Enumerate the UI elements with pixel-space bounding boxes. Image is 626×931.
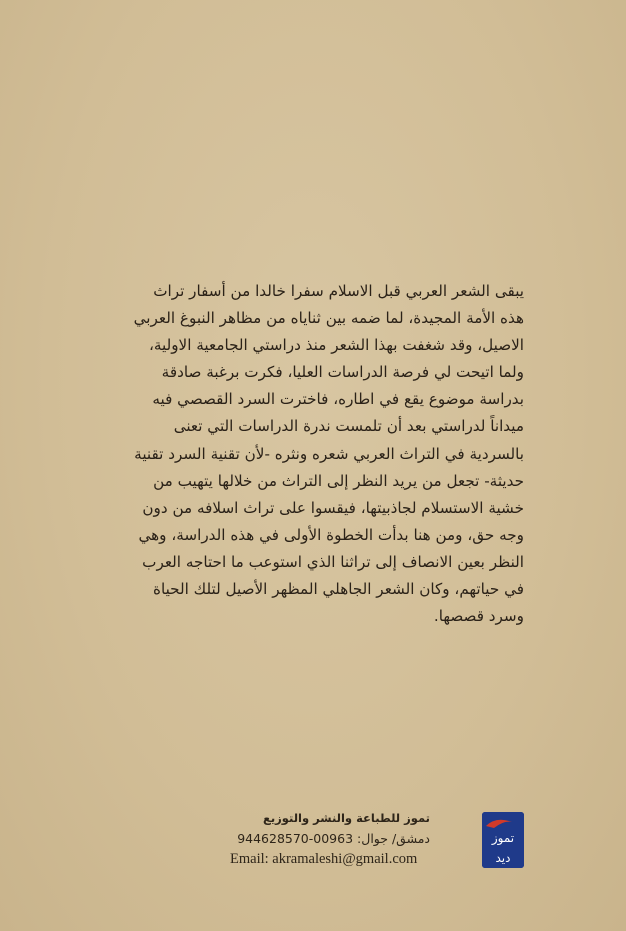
blurb-line: يبقى الشعر العربي قبل الاسلام سفرا خالدا من أسفار تراث <box>153 282 524 300</box>
logo-text-bottom: ديد <box>495 851 511 865</box>
publisher-email: Email: akramaleshi@gmail.com <box>230 851 418 867</box>
publisher-name: تموز للطباعة والنشر والتوزيع <box>263 811 430 825</box>
blurb-text <box>100 278 524 630</box>
blurb-line: ولما اتيحت لي فرصة الدراسات العليا، فكرت برغبة صادقة <box>161 363 524 382</box>
blurb-line: النظر بعين الانصاف إلى تراثنا الذي استوعب ما احتاجه العرب <box>142 552 524 571</box>
logo-text-top: تموز <box>491 831 515 845</box>
blurb-line: في حياتهم، وكان الشعر الجاهلي المظهر الأصيل لتلك الحياة <box>153 580 524 599</box>
blurb-line: حديثة- تجعل من يريد النظر إلى التراث من خلالها يتهيب من <box>153 471 524 490</box>
blurb-line: وسرد قصصها. <box>433 607 524 626</box>
blurb-line: خشية الاستسلام لجاذبيتها، فيقسوا على تراث اسلافه من دون <box>142 498 524 517</box>
blurb-line: بالسردية في التراث العربي شعره ونثره -لأن تقنية السرد تقنية <box>134 444 524 463</box>
blurb-line: هذه الأمة المجيدة، لما ضمه بين ثناياه من مظاهر النبوغ العربي <box>133 309 524 328</box>
blurb-line: الاصيل، وقد شغفت بهذا الشعر منذ دراستي الجامعية الاولية، <box>148 336 524 355</box>
blurb-line: بدراسة موضوع يقع في اطاره، فاخترت السرد القصصي فيه <box>152 390 524 409</box>
blurb-line: وجه حق، ومن هنا بدأت الخطوة الأولى في هذه الدراسة، وهي <box>138 525 524 544</box>
publisher-phone: دمشق/ جوال: 00963-944628570 <box>237 831 430 846</box>
publisher-logo <box>482 812 524 868</box>
blurb-line: ميداناً لدراستي بعد أن تلمست ندرة الدراسات التي تعنى <box>173 417 524 436</box>
publisher-info <box>230 808 490 888</box>
